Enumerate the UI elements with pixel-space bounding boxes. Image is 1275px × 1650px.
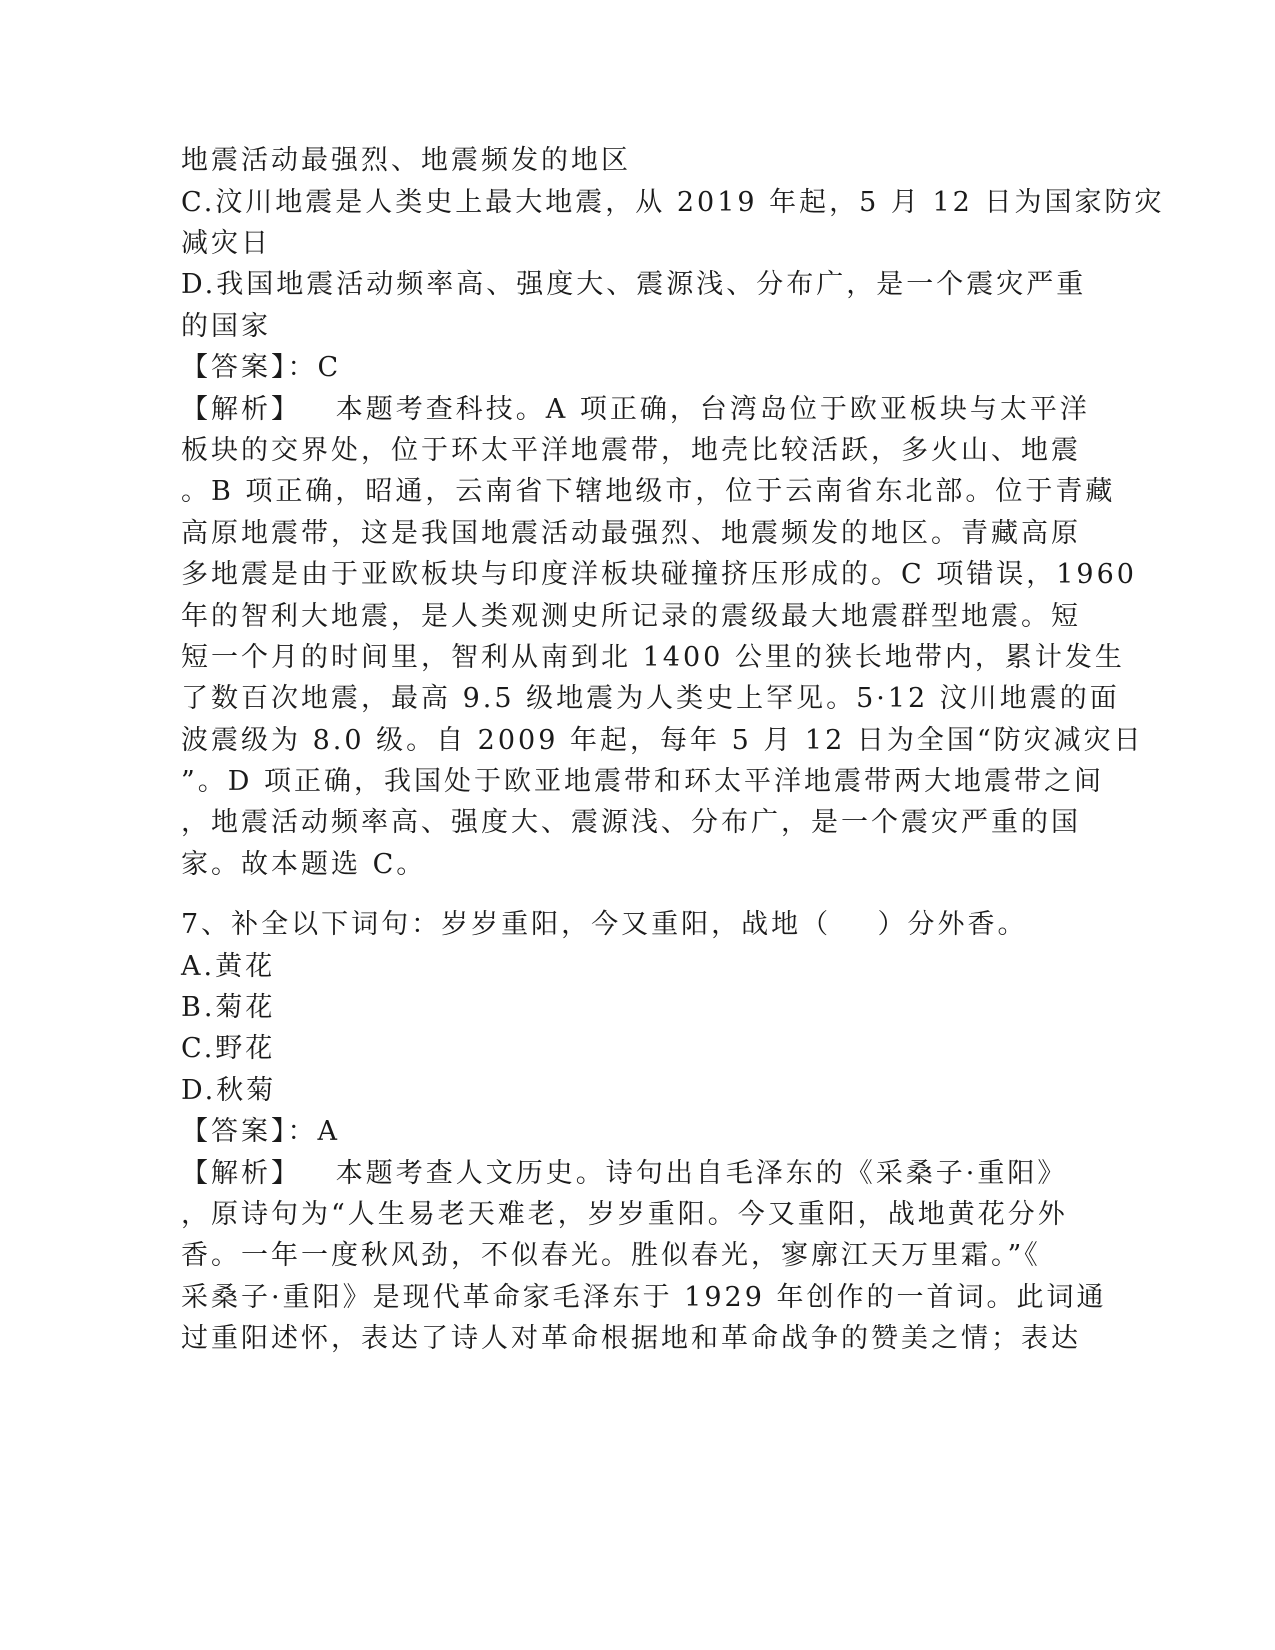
text-line: 短一个月的时间里，智利从南到北 1400 公里的狭长地带内，累计发生 (181, 642, 1125, 673)
text-line: ”。D 项正确，我国处于欧亚地震带和环太平洋地震带两大地震带之间 (181, 766, 1105, 797)
text-line: ，地震活动频率高、强度大、震源浅、分布广，是一个震灾严重的国 (181, 807, 1081, 838)
text-line: 过重阳述怀，表达了诗人对革命根据地和革命战争的赞美之情；表达 (181, 1323, 1081, 1354)
text-line: 地震活动最强烈、地震频发的地区 (181, 145, 631, 176)
analysis-line: 【解析】 本题考查人文历史。诗句出自毛泽东的《采桑子·重阳》 (181, 1158, 1068, 1189)
text-line: ，原诗句为“人生易老天难老，岁岁重阳。今又重阳，战地黄花分外 (181, 1199, 1068, 1230)
text-line: 采桑子·重阳》是现代革命家毛泽东于 1929 年创作的一首词。此词通 (181, 1282, 1107, 1313)
option-b-text: B.菊花 (181, 992, 276, 1023)
answer-line: 【答案】：C (181, 352, 342, 383)
text-line: 减灾日 (181, 228, 271, 259)
option-d-text: D.我国地震活动频率高、强度大、震源浅、分布广，是一个震灾严重 (181, 269, 1087, 300)
text-line: 波震级为 8.0 级。自 2009 年起，每年 5 月 12 日为全国“防灾减灾日 (181, 725, 1144, 756)
text-line: 。B 项正确，昭通，云南省下辖地级市，位于云南省东北部。位于青藏 (181, 476, 1116, 507)
text-line: 多地震是由于亚欧板块与印度洋板块碰撞挤压形成的。C 项错误，1960 (181, 559, 1137, 590)
option-c-text: C.汶川地震是人类史上最大地震，从 2019 年起，5 月 12 日为国家防灾 (181, 187, 1165, 218)
text-line: 家。故本题选 C。 (181, 849, 427, 880)
option-c-text: C.野花 (181, 1033, 276, 1064)
text-line: 香。一年一度秋风劲，不似春光。胜似春光，寥廓江天万里霜。”《 (181, 1240, 1041, 1271)
question-7-text: 7、补全以下词句：岁岁重阳，今又重阳，战地（ ）分外香。 (181, 909, 1028, 940)
text-line: 板块的交界处，位于环太平洋地震带，地壳比较活跃，多火山、地震 (181, 435, 1081, 466)
option-a-text: A.黄花 (181, 951, 276, 982)
text-line: 高原地震带，这是我国地震活动最强烈、地震频发的地区。青藏高原 (181, 518, 1081, 549)
analysis-line: 【解析】 本题考查科技。A 项正确，台湾岛位于欧亚板块与太平洋 (181, 394, 1090, 425)
text-line: 了数百次地震，最高 9.5 级地震为人类史上罕见。5·12 汶川地震的面 (181, 683, 1120, 714)
answer-line: 【答案】：A (181, 1116, 340, 1147)
text-line: 的国家 (181, 311, 271, 342)
text-line: 年的智利大地震，是人类观测史所记录的震级最大地震群型地震。短 (181, 601, 1081, 632)
option-d-text: D.秋菊 (181, 1075, 277, 1106)
